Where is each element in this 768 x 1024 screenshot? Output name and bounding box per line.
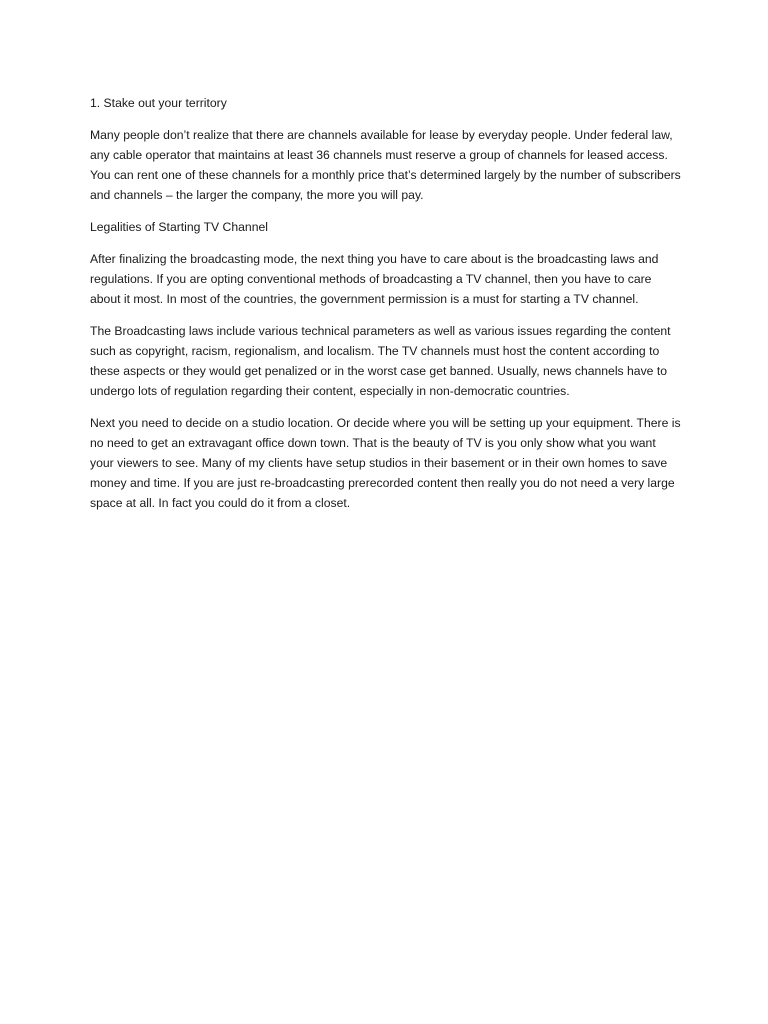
paragraph-leased-channels: Many people don’t realize that there are channels available for lease by everyday people. Under federal law, any cable operator that maintains at least 36 channels must reserve a group of channels for leased access. You can rent one of these channels for a monthly price that’s determined largely by the number of subscribers and channels – the larger the company, the more you will pay.: [90, 128, 681, 202]
paragraph-technical-parameters: The Broadcasting laws include various technical parameters as well as various issues regarding the content such as copyright, racism, regionalism, and localism. The TV channels must host the content according to these aspects or they would get penalized or in the worst case get banned. Usually, news channels have to undergo lots of regulation regarding their content, especially in non-democratic countries.: [90, 324, 671, 398]
document-body: [90, 93, 682, 525]
paragraph-broadcasting-laws: After finalizing the broadcasting mode, the next thing you have to care about is the broadcasting laws and regulations. If you are opting conventional methods of broadcasting a TV channel, then you have to care about it most. In most of the countries, the government permission is a must for starting a TV channel.: [90, 252, 659, 306]
paragraph-studio-location: Next you need to decide on a studio location. Or decide where you will be setting up your equipment. There is no need to get an extravagant office down town. That is the beauty of TV is you only show what you want your viewers to see. Many of my clients have setup studios in their basement or in their own homes to save money and time. If you are just re-broadcasting prerecorded content then really you do not need a very large space at all. In fact you could do it from a closet.: [90, 416, 681, 510]
section-heading-legalities: Legalities of Starting TV Channel: [90, 220, 268, 234]
section-heading-stake-out: 1. Stake out your territory: [90, 96, 227, 110]
